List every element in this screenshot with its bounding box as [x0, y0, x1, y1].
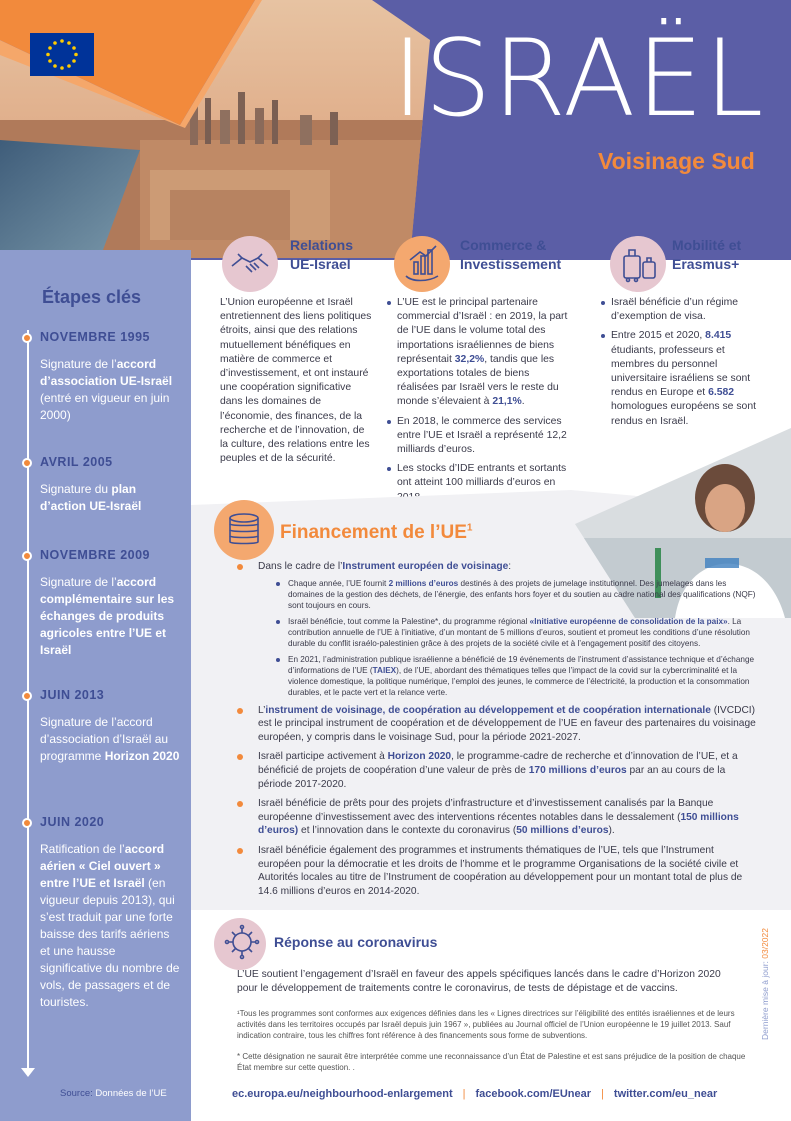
corona-title: Réponse au coronavirus: [274, 934, 438, 950]
link-website[interactable]: ec.europa.eu/neighbourhood-enlargement: [232, 1088, 453, 1100]
milestone: [40, 330, 180, 424]
virus-icon: [214, 918, 266, 970]
timeline-dot-icon: [22, 551, 32, 561]
milestone-date: AVRIL 2005: [40, 455, 113, 469]
luggage-icon: [610, 236, 666, 292]
milestone-text: Ratification de l’accord aérien « Ciel ouvert » entre l’UE et Israël (en vigueur depuis 2013), qui s’est traduit par une forte baisse des tarifs aériens et une hausse significative du nombre de vols, de passagers et de touristes.: [40, 842, 180, 1009]
milestone-date: JUIN 2013: [40, 688, 105, 702]
list-item: Chaque année, l’UE fournit 2 millions d’euros destinés à des projets de jumelage institutionnel. Des jumelages dans les domaines de la gestion des déchets, de l’énergie, des enfants hors foyer et du soutien au cadre national des qualifications (NQF) sont toujours en cours.: [276, 578, 757, 611]
separator: |: [601, 1088, 604, 1100]
coins-icon: [214, 500, 274, 560]
timeline-dot-icon: [22, 818, 32, 828]
list-item: En 2021, l’administration publique israélienne a bénéficié de 19 événements de l’instrument d’assistance technique et d’échange d’informations de l’UE (TAIEX), de l’UE, abordant des thématiques telles que l’impact de la covid sur la cybercriminalité et la violence domestique, la politique numérique, l’emploi des jeunes, le commerce de l’électricité, la production et la consommation durables, et le pacte vert et la relance verte.: [276, 654, 757, 698]
handshake-icon: [222, 236, 278, 292]
list-item: Entre 2015 et 2020, 8.415 étudiants, professeurs et membres du personnel universitaire israéliens se sont rendus en Europe et 6.582 homologues européens se sont rendus en Israël.: [601, 329, 761, 428]
list-item: Dans le cadre de l’Instrument européen de voisinage: Chaque année, l’UE fournit 2 millions d’euros destinés à des projets de jumelage institutionnel. Des jumelages dans les domaines de la gestion des déchets, de l’énergie, des enfants hors foyer et du soutien au cadre national des qualifications (NQF) sont toujours en cours. Israël bénéficie, tout comme la Palestine*, du programme régional «Initiative européenne de consolidation de la paix». La contribution annuelle de l’UE à l’initiative, d’un montant de 5 millions d’euros, soutient et promeut les conditions d’une résolution durable du conflit israélo-palestinien grâce à des projets de la société civile et à l’engagement positif des citoyens. En 2021, l’administration publique israélienne a bénéficié de 19 événements de l’instrument d’assistance technique et d’échange d’informations de l’UE (TAIEX), de l’UE, abordant des thématiques telles que l’impact de la covid sur la cybercriminalité et la violence domestique, la politique numérique, l’emploi des jeunes, le commerce de l’électricité, la production et la consommation durables, et le pacte vert et la relance verte.: [237, 560, 757, 698]
timeline-line: [27, 330, 29, 1072]
relations-title: Relations UE-Israel: [290, 237, 354, 272]
sidebar-title: Étapes clés: [42, 287, 142, 307]
commerce-text: [387, 296, 569, 510]
last-updated: Dernière mise à jour: 03/2022: [760, 928, 770, 1040]
page-subtitle: Voisinage Sud: [598, 148, 755, 174]
timeline-dot-icon: [22, 333, 32, 343]
milestone-text: Signature de l’accord d’association d’Israël au programme Horizon 2020: [40, 715, 180, 763]
separator: |: [462, 1088, 466, 1100]
link-twitter[interactable]: twitter.com/eu_near: [613, 1088, 718, 1100]
footer-links: [232, 1088, 717, 1100]
list-item: L’instrument de voisinage, de coopération au développement et de coopération internationale (IVCDCI) est le principal instrument de coopération et de développement de l’UE en faveur des partenaires du voisinage européen, y compris dans le voisinage Sud, pour la période 2021-2027.: [237, 704, 757, 745]
milestone: [40, 548, 180, 659]
funding-title: Financement de $l’UE^1$: [280, 522, 473, 543]
relations-text: L’Union européenne et Israël entretiennent des liens politiques étroits, ainsi que des relations mutuellement bénéfiques en matière de commerce et d’investissement, et ont instauré une coopération significative dans les domaines de l’économie, des finances, de la recherche et de l’innovation, de la culture, des relations entre les peuples et de la sécurité.: [220, 297, 372, 465]
footnote-1: ¹Tous les programmes sont conformes aux exigences définies dans les « Lignes directrices sur l’éligibilité des entités israéliennes et de leurs activités dans les territoires occupés par Israël depuis juin 1967 », publiées au Journal officiel de l’Union européenne le 19 juillet 2013. Sauf indication contraire, tous les chiffres font référence à des financements sous forme de subventions.: [237, 1009, 735, 1040]
milestone: [40, 455, 180, 515]
milestone-text: Signature du plan d’action UE-Israël: [40, 482, 142, 513]
list-item: Israël bénéficie de prêts pour des projets d’infrastructure et d’investissement canalisés par la Banque européenne d’investissement avec des interventions récentes notables dans le dessalement (150 millions d’euros) et l’innovation dans le contexte du coronavirus (50 millions d’euros).: [237, 797, 757, 838]
timeline-dot-icon: [22, 691, 32, 701]
milestone-text: Signature de l’accord complémentaire sur les échanges de produits agricoles entre l’UE et Israël: [40, 575, 175, 657]
list-item: Israël bénéficie, tout comme la Palestine*, du programme régional «Initiative européenne de consolidation de la paix». La contribution annuelle de l’UE à l’initiative, d’un montant de 5 millions d’euros, soutient et promeut les conditions d’une résolution durable du conflit israélo-palestinien grâce à des projets de la société civile et à l’engagement positif des citoyens.: [276, 616, 757, 649]
list-item: Les stocks d’IDE entrants et sortants ont atteint 100 milliards d’euros en: [387, 462, 569, 505]
milestone-date: NOVEMBRE 2009: [40, 548, 151, 562]
commerce-title: Commerce & Investissement: [460, 237, 562, 272]
timeline-arrow-icon: [21, 1068, 35, 1077]
mobility-text: [601, 296, 761, 434]
milestone-text: Signature de l’accord d’association UE-Israël (entré en vigueur en juin 2000): [40, 357, 173, 422]
corona-text: L’UE soutient l’engagement d’Israël en faveur des appels spécifiques lancés dans le cadre d’Horizon 2020 pour le développement de traitements contre le coronavirus, de tests de dépistage et de vaccins.: [237, 969, 721, 994]
link-facebook[interactable]: facebook.com/EUnear: [475, 1088, 592, 1100]
mobility-title: Mobilité et Erasmus+: [672, 237, 742, 272]
timeline-dot-icon: [22, 458, 32, 468]
milestone: [40, 688, 180, 765]
milestone: [40, 815, 180, 1011]
list-item: Israël bénéficie d’un régime d’exemption de visa.: [601, 296, 761, 324]
milestone-date: JUIN 2020: [40, 815, 105, 829]
list-item: Israël participe activement à Horizon 2020, le programme-cadre de recherche et d’innovation de l’UE, et a bénéficié de projets de coopération d’une valeur de près de 170 millions d’euros par an au cours de la période 2017-2020.: [237, 750, 757, 791]
milestone-date: NOVEMBRE 1995: [40, 330, 151, 344]
footnote-2: * Cette désignation ne saurait être interprétée comme une reconnaissance d’un État de Palestine et est sans préjudice de la position de chaque État membre sur cette question. .: [237, 1052, 746, 1072]
growth-chart-icon: [394, 236, 450, 292]
list-item: L’UE est le principal partenaire commercial d’Israël : en 2019, la part de l’UE dans le volume total des importations israéliennes de biens représentait 32,2%, tandis que les exportations totales de biens réalisées par Israël vers le reste du monde s’élevaient à 21,1%.: [387, 296, 569, 410]
list-item: En 2018, le commerce des services entre l’UE et Israël a représenté 12,2 milliards d’euros.: [387, 415, 569, 458]
page-title: ISRAËL: [392, 17, 765, 140]
funding-list: [237, 560, 757, 904]
eu-flag-logo: [30, 33, 94, 76]
list-item: Israël bénéficie également des programmes et instruments thématiques de l’UE, tels que l’Instrument européen pour la démocratie et les droits de l’homme et le programme Organisations de la société civile et Autorités locales au titre de l’Instrument de coopération au développement pour un montant total de plus de 14.6 millions d’euros en 2014-2020.: [237, 844, 757, 898]
source-note: Source: Données de l’UE: [60, 1088, 167, 1099]
